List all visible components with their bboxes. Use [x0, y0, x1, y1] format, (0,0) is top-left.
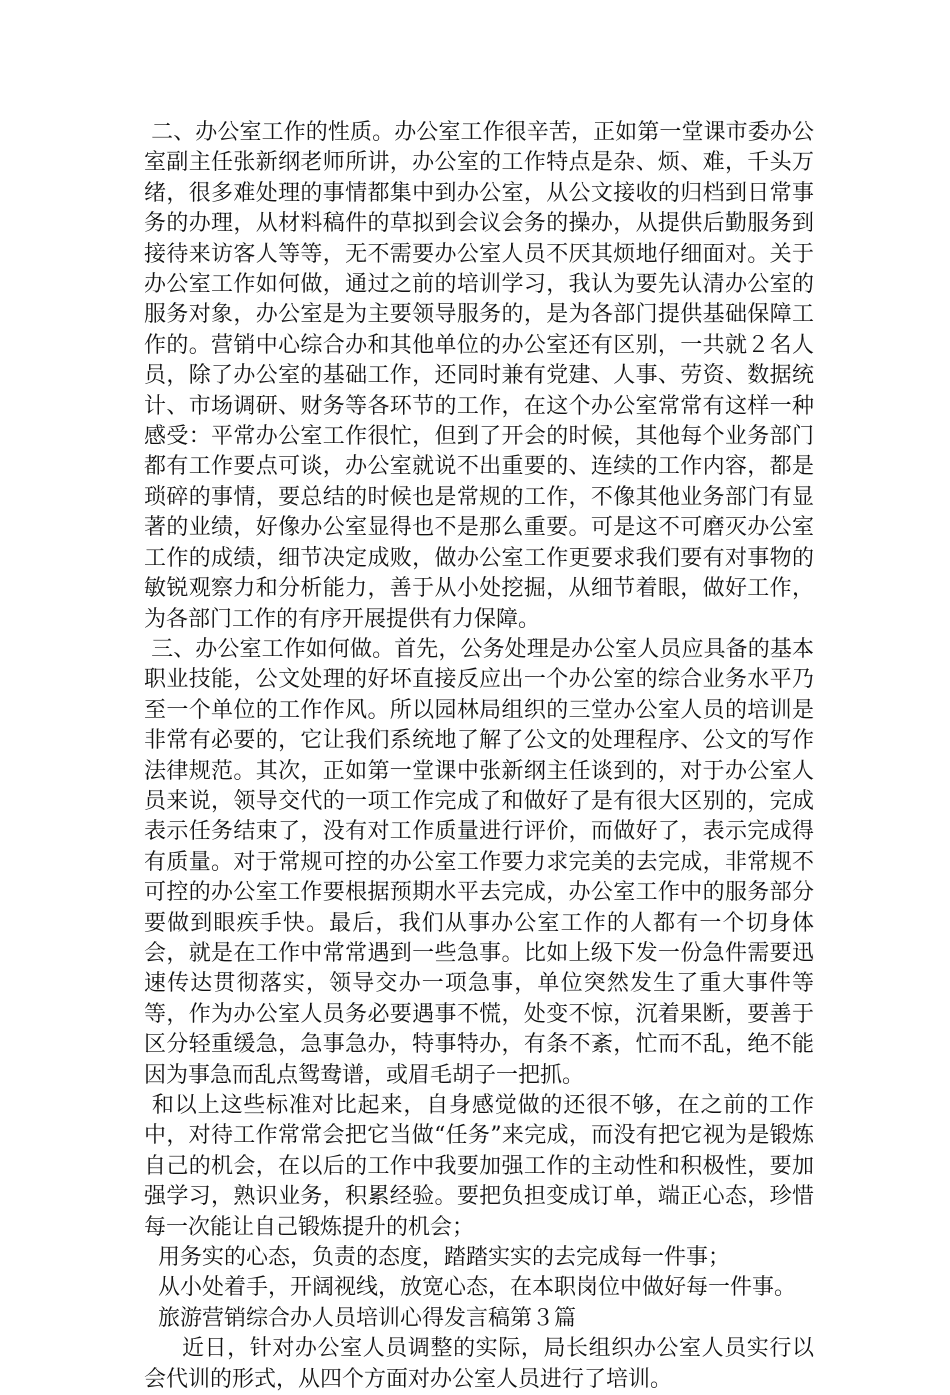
paragraph-office-nature: 二、办公室工作的性质。办公室工作很辛苦，正如第一堂课市委办公室副主任张新纲老师所讲，办公室的工作特点是杂、烦、难，千头万绪，很多难处理的事情都集中到办公室，从公文接收的归档到日常事务的办理，从材料稿件的草拟到会议会务的操办，从提供后勤服务到接待来访客人等等，无不需要办公室人员不厌其烦地仔细面对。关于办公室工作如何做，通过之前的培训学习，我认为要先认清办公室的服务对象，办公室是为主要领导服务的，是为各部门提供基础保障工作的。营销中心综合办和其他单位的办公室还有区别，一共就２名人员，除了办公室的基础工作，还同时兼有党建、人事、劳资、数据统计、市场调研、财务等各环节的工作，在这个办公室常常有这样一种感受：平常办公室工作很忙，但到了开会的时候，其他每个业务部门都有工作要点可谈，办公室就说不出重要的、连续的工作内容，都是琐碎的事情，要总结的时候也是常规的工作，不像其他业务部门有显著的业绩，好像办公室显得也不是那么重要。可是这不可磨灭办公室工作的成绩，细节决定成败，做办公室工作更要求我们要有对事物的敏锐观察力和分析能力，善于从小处挖掘，从细节着眼，做好工作，为各部门工作的有序开展提供有力保障。	[144, 120, 814, 632]
paragraph-pragmatic-attitude: 用务实的心态，负责的态度，踏踏实实的去完成每一件事；	[144, 1245, 731, 1271]
document-body	[144, 118, 814, 1395]
paragraph-how-to-work: 三、办公室工作如何做。首先，公务处理是办公室人员应具备的基本职业技能，公文处理的好坏直接反应出一个办公室的综合业务水平乃至一个单位的工作作风。所以园林局组织的三堂办公室人员的培训是非常有必要的，它让我们系统地了解了公文的处理程序、公文的写作法律规范。其次，正如第一堂课中张新纲主任谈到的，对于办公室人员来说，领导交代的一项工作完成了和做好了是有很大区别的，完成表示任务结束了，没有对工作质量进行评价，而做好了，表示完成得有质量。对于常规可控的办公室工作要力求完美的去完成，非常规不可控的办公室工作要根据预期水平去完成，办公室工作中的服务部分要做到眼疾手快。最后，我们从事办公室工作的人都有一个切身体会，就是在工作中常常遇到一些急事。比如上级下发一份急件需要迅速传达贯彻落实，领导交办一项急事，单位突然发生了重大事件等等，作为办公室人员务必要遇事不慌，处变不惊，沉着果断，要善于区分轻重缓急，急事急办，特事特办，有条不紊，忙而不乱，绝不能因为事急而乱点鸳鸯谱，或眉毛胡子一把抓。	[144, 636, 814, 1088]
section-title: 旅游营销综合办人员培训心得发言稿第３篇	[144, 1305, 577, 1331]
paragraph-start-small: 从小处着手，开阔视线，放宽心态，在本职岗位中做好每一件事。	[144, 1275, 797, 1301]
paragraph-self-reflection: 和以上这些标准对比起来，自身感觉做的还很不够，在之前的工作中，对待工作常常会把它当做“任务”来完成，而没有把它视为是锻炼自己的机会，在以后的工作中我要加强工作的主动性和积极性，要加强学习，熟识业务，积累经验。要把负担变成订单，端正心态，珍惜每一次能让自己锻炼提升的机会；	[144, 1093, 814, 1240]
paragraph-recent-training: 近日，针对办公室人员调整的实际，局长组织办公室人员实行以会代训的形式，从四个方面对办公室人员进行了培训。	[144, 1336, 814, 1392]
